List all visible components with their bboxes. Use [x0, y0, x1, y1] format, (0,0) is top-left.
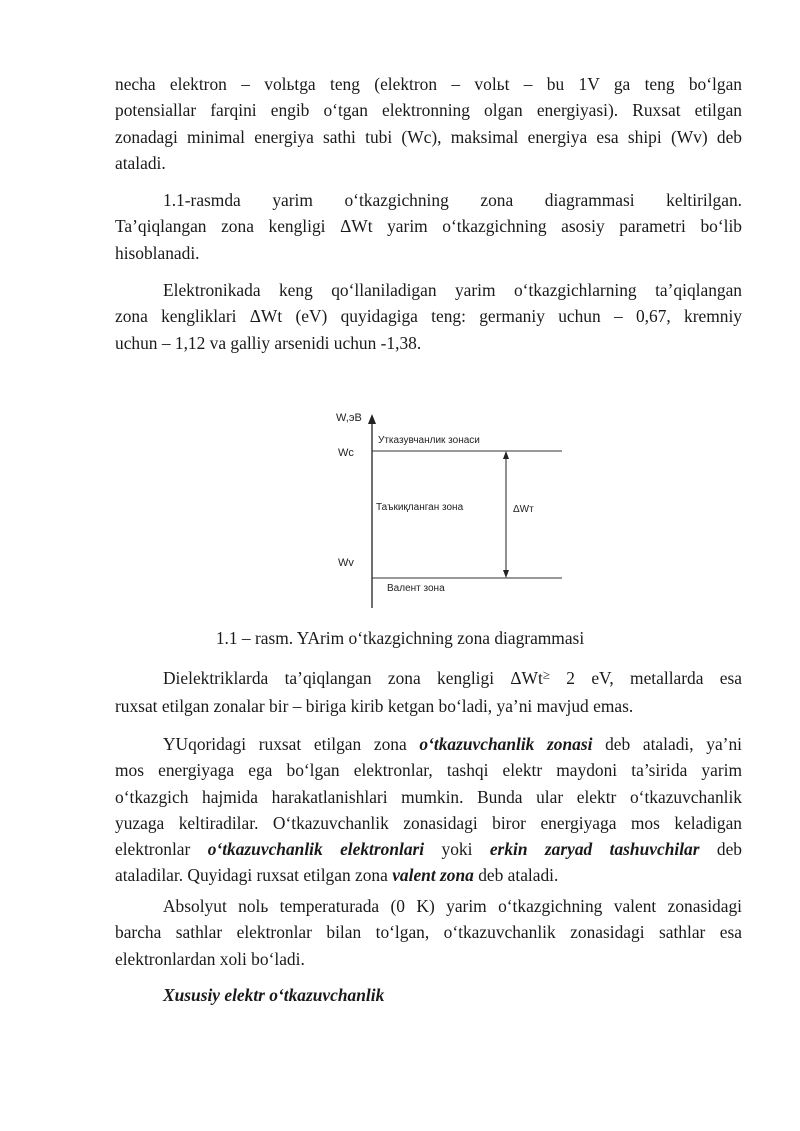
- text-line: mos energiyaga ega bo‘lgan elektronlar, tashqi elektr maydoni ta’sirida yarim: [115, 760, 742, 781]
- text-line: [115, 862, 742, 888]
- text-line: hisoblanadi.: [115, 242, 200, 263]
- text-run: yoki: [424, 839, 490, 860]
- text-run: deb: [699, 839, 742, 860]
- text-run: YUqoridagi ruxsat etilgan zona: [163, 734, 420, 754]
- valence-zone-label: Валент зона: [387, 583, 445, 594]
- geq-symbol: ≥: [542, 667, 550, 682]
- forbidden-zone-label: Таъкиқланган зона: [376, 502, 464, 513]
- text-line: [115, 665, 742, 693]
- text-line: o‘tkazgich hajmida harakatlanishlari mumkin. Bunda ular elektr o‘tkazuvchanlik: [115, 786, 742, 807]
- text-run: deb ataladi.: [473, 865, 559, 886]
- text-line: Absolyut nolь temperaturada (0 K) yarim o‘tkazgichning valent zonasidagi: [163, 896, 742, 916]
- wv-label: Wv: [338, 557, 354, 569]
- paragraph-4: [115, 665, 742, 720]
- text-line: necha elektron – volьtga teng (elektron – volьt – bu 1V ga teng bo‘lgan: [115, 74, 742, 94]
- gap-arrow-bottom: [503, 570, 509, 578]
- text-line: Elektronikada keng qo‘llaniladigan yarim o‘tkazgichlarning ta’qiqlangan: [163, 280, 742, 300]
- text-run: 2 eV, metallarda esa: [549, 668, 742, 688]
- text-run: elektronlar: [115, 839, 208, 860]
- text-line: [115, 836, 742, 862]
- text-line: 1.1-rasmda yarim o‘tkazgichning zona diagrammasi keltirilgan.: [163, 190, 742, 210]
- text-line: [115, 731, 742, 757]
- term-conduction-electrons: o‘tkazuvchanlik elektronlari: [207, 839, 425, 860]
- text-run: deb ataladi, ya’ni: [592, 734, 742, 754]
- text-line: potensiallar farqini engib o‘tgan elektronning olgan energiyasi). Ruxsat etilgan: [115, 100, 742, 121]
- paragraph-6: [115, 893, 742, 972]
- axis-label: W,эВ: [336, 412, 362, 424]
- text-line: yuzaga keltiradilar. O‘tkazuvchanlik zonasidagi biror energiyaga mos keladigan: [115, 812, 742, 833]
- text-line: uchun – 1,12 va galliy arsenidi uchun -1,38.: [115, 332, 422, 353]
- text-run: ataladilar. Quyidagi ruxsat etilgan zona: [115, 865, 393, 886]
- text-line: Ta’qiqlangan zona kengligi ΔWt yarim o‘tkazgichning asosiy parametri bo‘lib: [115, 216, 742, 237]
- text-line: zona kengliklari ΔWt (eV) quyidagiga teng: germaniy uchun – 0,67, kremniy: [115, 306, 742, 327]
- conduction-zone-label: Утказувчанлик зонаси: [378, 435, 480, 446]
- wc-label: Wc: [338, 447, 354, 459]
- text-line: zonadagi minimal energiya sathi tubi (Wc), maksimal energiya esa shipi (Wv) deb: [115, 126, 742, 147]
- gap-arrow-top: [503, 451, 509, 459]
- gap-label: ΔWт: [513, 504, 534, 515]
- term-free-carriers: erkin zaryad tashuvchilar: [489, 839, 700, 860]
- axis-arrowhead: [368, 414, 376, 424]
- text-line: barcha sathlar elektronlar bilan to‘lgan, o‘tkazuvchanlik zonasidagi sathlar esa: [115, 922, 742, 943]
- text-line: elektronlardan xoli bo‘ladi.: [115, 948, 305, 969]
- figure-caption: 1.1 – rasm. YArim o‘tkazgichning zona diagrammasi: [215, 628, 585, 648]
- term-conduction-zone: o‘tkazuvchanlik zonasi: [419, 734, 593, 754]
- paragraph-5: [115, 731, 742, 889]
- section-heading: Xususiy elektr o‘tkazuvchanlik: [163, 985, 385, 1005]
- text-line: ruxsat etilgan zonalar bir – biriga kirib ketgan bo‘ladi, ya’ni mavjud emas.: [115, 696, 634, 717]
- text-run: Dielektriklarda ta’qiqlangan zona kengligi ΔWt: [163, 668, 543, 688]
- text-line: ataladi.: [115, 152, 166, 173]
- term-valence-zone: valent zona: [392, 865, 474, 886]
